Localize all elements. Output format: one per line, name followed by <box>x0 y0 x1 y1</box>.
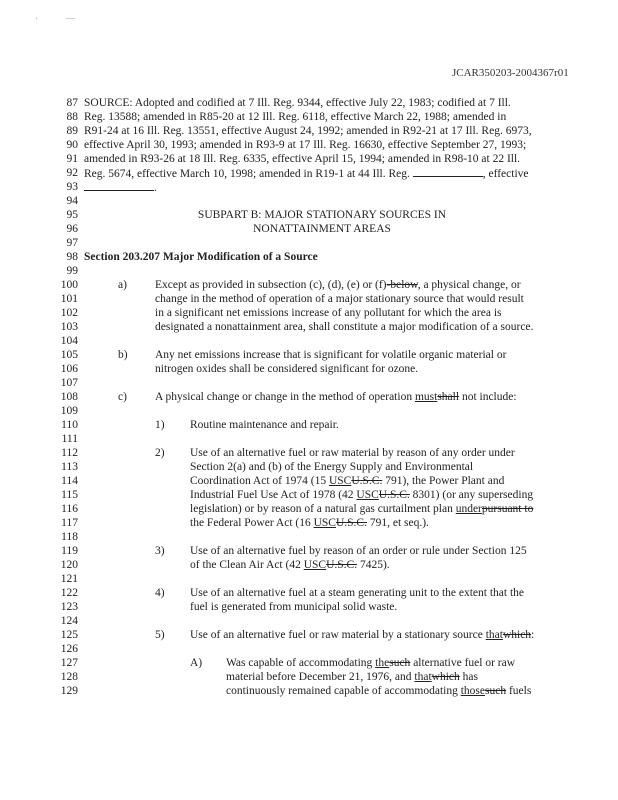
source-line <box>84 180 157 195</box>
line-number: 95 <box>66 209 78 221</box>
inserted-text: USC <box>356 489 379 501</box>
line-number: 107 <box>60 377 78 389</box>
source-text: . <box>154 182 157 194</box>
document-id: JCAR350203-2004367r01 <box>452 67 569 79</box>
item-line: Routine maintenance and repair. <box>190 419 339 431</box>
item-label: 1) <box>155 419 165 431</box>
item-line: Use of an alternative fuel at a steam generating unit to the extent that the <box>190 587 525 599</box>
text: material before December 21, 1976, and <box>226 671 415 683</box>
line-number: 122 <box>60 587 78 599</box>
subsection-a-line: designated a nonattainment area, shall constitute a major modification of a source. <box>155 321 534 333</box>
subsection-b-line: nitrogen oxides shall be considered significant for ozone. <box>155 363 419 375</box>
item-label: 4) <box>155 587 165 599</box>
scan-mark: ' <box>36 16 38 26</box>
item-line: fuel is generated from municipal solid waste. <box>190 601 398 613</box>
line-number: 101 <box>60 293 78 305</box>
date-blank <box>413 166 483 177</box>
subpart-heading: SUBPART B: MAJOR STATIONARY SOURCES IN <box>197 209 447 221</box>
text: legislation) or by reason of a natural gas curtailment plan <box>190 503 456 515</box>
section-title: Section 203.207 Major Modification of a Source <box>84 251 318 263</box>
line-number: 99 <box>66 265 78 277</box>
line-number: 93 <box>66 181 78 193</box>
source-line: SOURCE: Adopted and codified at 7 Ill. Reg. 9344, effective July 22, 1983; codified at 7 Ill. <box>84 97 511 109</box>
line-number: 98 <box>66 251 78 263</box>
text: 8301) (or any superseding <box>409 489 534 501</box>
item-line: Use of an alternative fuel by reason of an order or rule under Section 125 <box>190 545 527 557</box>
deleted-text: U.S.C. <box>335 517 367 529</box>
inserted-text: that <box>414 671 432 683</box>
line-number: 125 <box>60 629 78 641</box>
line-number: 128 <box>60 671 78 683</box>
source-line: Reg. 13588; amended in R85-20 at 12 Ill. Reg. 6118, effective March 22, 1988; amended in <box>84 111 507 123</box>
line-number: 124 <box>60 615 78 627</box>
deleted-text: -below <box>386 279 418 291</box>
line-number: 100 <box>60 279 78 291</box>
text: alternative fuel or raw <box>410 657 516 669</box>
line-number: 103 <box>60 321 78 333</box>
subsection-a-line: in a significant net emissions increase of any pollutant for which the area is <box>155 307 502 319</box>
inserted-text: USC <box>313 517 336 529</box>
line-number: 126 <box>60 643 78 655</box>
text: fuels <box>506 685 532 697</box>
subpart-heading: NONATTAINMENT AREAS <box>253 223 391 235</box>
subsection-label: b) <box>118 349 128 361</box>
item-line <box>190 488 533 502</box>
text: Except as provided in subsection (c), (d), (e) or (f) <box>155 279 387 291</box>
inserted-text: the <box>375 657 390 669</box>
item-label: 3) <box>155 545 165 557</box>
deleted-text: such <box>389 657 411 669</box>
item-line: Use of an alternative fuel or raw material by reason of any order under <box>190 447 515 459</box>
line-number: 121 <box>60 573 78 585</box>
source-text: , effective <box>482 168 529 180</box>
text: , a physical change, or <box>417 279 521 291</box>
subitem-label: A) <box>190 657 203 669</box>
subsection-a-line <box>155 278 521 292</box>
source-line: effective April 30, 1993; amended in R93-9 at 17 Ill. Reg. 16630, effective September 27, 1993; <box>84 139 527 151</box>
subitem-line <box>226 670 478 684</box>
text: Industrial Fuel Use Act of 1978 (42 <box>190 489 357 501</box>
text: continuously remained capable of accommodating <box>226 685 461 697</box>
line-number: 115 <box>61 489 78 501</box>
line-number: 114 <box>61 475 78 487</box>
text: 7425). <box>357 559 390 571</box>
subsection-a-line: change in the method of operation of a major stationary source that would result <box>155 293 524 305</box>
line-number: 118 <box>61 531 78 543</box>
line-number: 104 <box>60 335 78 347</box>
line-number: 97 <box>66 237 78 249</box>
subsection-b-line: Any net emissions increase that is significant for volatile organic material or <box>155 349 507 361</box>
item-label: 5) <box>155 629 165 641</box>
subitem-line <box>226 656 515 670</box>
line-number: 91 <box>66 153 78 165</box>
text: Was capable of accommodating <box>226 657 376 669</box>
text: of the Clean Air Act (42 <box>190 559 304 571</box>
text: A physical change or change in the method of operation <box>155 391 415 403</box>
subsection-label: c) <box>118 391 127 403</box>
source-text: Reg. 5674, effective March 10, 1998; amended in R19-1 at 44 Ill. Reg. <box>84 168 410 180</box>
subsection-label: a) <box>118 279 127 291</box>
deleted-text: such <box>485 685 507 697</box>
inserted-text: USC <box>328 475 352 487</box>
date-blank <box>84 180 154 191</box>
item-line <box>190 502 533 516</box>
text: the Federal Power Act (16 <box>190 517 314 529</box>
line-number: 92 <box>66 167 78 179</box>
line-number: 116 <box>61 503 78 515</box>
line-number: 106 <box>60 363 78 375</box>
deleted-text: U.S.C. <box>351 475 383 487</box>
line-number: 94 <box>66 195 78 207</box>
item-line: Section 2(a) and (b) of the Energy Supply and Environmental <box>190 461 474 473</box>
line-number: 105 <box>60 349 78 361</box>
line-number: 120 <box>60 559 78 571</box>
inserted-text: must <box>414 391 438 403</box>
line-number: 127 <box>60 657 78 669</box>
line-number: 111 <box>61 433 78 445</box>
line-number: 119 <box>61 545 78 557</box>
text: 791), the Power Plant and <box>382 475 505 487</box>
subitem-line <box>226 684 531 698</box>
inserted-text: under <box>455 503 482 515</box>
text: : <box>531 629 535 641</box>
inserted-text: those <box>460 685 485 697</box>
line-number: 96 <box>66 223 78 235</box>
source-line: amended in R93-26 at 18 Ill. Reg. 6335, effective April 15, 1994; amended in R98-10 at 22 Ill. <box>84 153 521 165</box>
line-number: 102 <box>60 307 78 319</box>
line-number: 87 <box>66 97 78 109</box>
text: Use of an alternative fuel or raw material by a stationary source <box>190 629 486 641</box>
line-number: 88 <box>66 111 78 123</box>
line-number: 123 <box>60 601 78 613</box>
deleted-text: U.S.C. <box>378 489 410 501</box>
line-number: 108 <box>60 391 78 403</box>
line-number: 109 <box>60 405 78 417</box>
item-line <box>190 516 429 530</box>
deleted-text: U.S.C. <box>326 559 358 571</box>
subsection-c-line <box>155 390 517 404</box>
line-number: 117 <box>61 517 78 529</box>
line-number: 129 <box>60 685 78 697</box>
text: 791, et seq.). <box>366 517 429 529</box>
deleted-text: which <box>431 671 460 683</box>
item-label: 2) <box>155 447 165 459</box>
line-number: 110 <box>61 419 78 431</box>
text: Coordination Act of 1974 (15 <box>190 475 329 487</box>
text: not include: <box>459 391 517 403</box>
scan-mark: — <box>66 13 75 23</box>
deleted-text: shall <box>437 391 460 403</box>
source-line <box>84 166 529 181</box>
item-line <box>190 558 390 572</box>
item-line <box>190 628 534 642</box>
source-line: R91-24 at 16 Ill. Reg. 13551, effective August 24, 1992; amended in R92-21 at 17 Ill. Reg. 6973, <box>84 125 532 137</box>
line-number: 112 <box>61 447 78 459</box>
line-number: 113 <box>61 461 78 473</box>
item-line <box>190 474 504 488</box>
inserted-text: that <box>485 629 503 641</box>
deleted-text: which <box>502 629 532 641</box>
line-number: 89 <box>66 125 78 137</box>
inserted-text: USC <box>303 559 327 571</box>
text: has <box>459 671 478 683</box>
line-number: 90 <box>66 139 78 151</box>
deleted-text: pursuant to <box>481 503 534 515</box>
